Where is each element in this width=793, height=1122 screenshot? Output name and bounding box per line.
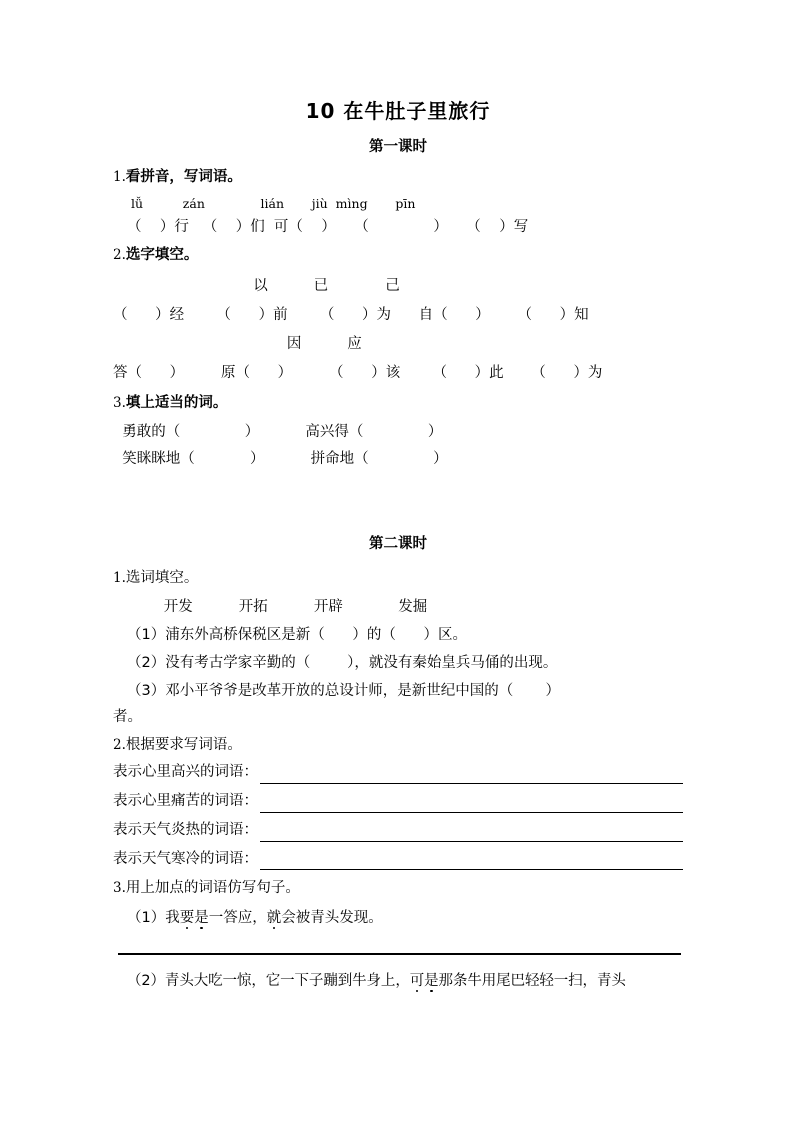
- lesson2-q2-input-3[interactable]: [260, 824, 683, 842]
- lesson2-q3-item-1-suffix: 会被青头发现。: [281, 910, 383, 927]
- lesson1-q2-char-row-2: 因 应: [113, 336, 363, 353]
- lesson-two-title: 第二课时: [369, 535, 427, 552]
- section-gap: [113, 472, 683, 534]
- page-title: 10 在牛肚子里旅行: [305, 99, 491, 123]
- lesson2-q1-item-2[interactable]: （2）没有考古学家辛勤的（ ），就没有秦始皇兵马俑的出现。: [127, 655, 558, 672]
- lesson2-q3-item-2-emphasis-2: 是: [424, 973, 439, 990]
- lesson1-q2-heading: [113, 245, 683, 267]
- lesson2-q3-heading-text: 用上加点的词语仿写句子。: [125, 880, 300, 897]
- lesson2-q1-item-1[interactable]: （1）浦东外高桥保税区是新（ ）的（ ）区。: [127, 626, 468, 643]
- lesson2-q1-number: 1.: [113, 569, 126, 586]
- lesson2-q2-number: 2.: [113, 736, 126, 753]
- lesson2-q2-fill-row-3: [113, 820, 683, 842]
- lesson2-q3-item-1-mid: 一答应，: [208, 910, 267, 927]
- lesson1-q3-heading: [113, 393, 683, 415]
- lesson2-q2-label-1: 表示心里高兴的词语：: [113, 764, 258, 781]
- lesson2-q2-fill-row-4: [113, 849, 683, 871]
- lesson2-q3-item-2-emphasis-1: 可: [409, 973, 425, 990]
- lesson1-q3-number: 3.: [113, 395, 126, 412]
- lesson2-q2-input-1[interactable]: [260, 766, 683, 784]
- lesson2-q2-label-4: 表示天气寒冷的词语：: [113, 850, 258, 867]
- lesson-one-title: 第一课时: [369, 139, 427, 155]
- lesson2-q3-item-1-emphasis-3: 就: [266, 910, 282, 927]
- worksheet-content: [113, 98, 683, 995]
- lesson2-q1-item-3-continuation: 者。: [113, 709, 142, 726]
- lesson1-q3-heading-text: 填上适当的词。: [125, 395, 228, 412]
- lesson2-q3-heading: [113, 878, 683, 900]
- lesson2-q1-heading-text: 选词填空。: [125, 569, 199, 586]
- lesson2-q3-number: 3.: [113, 880, 126, 897]
- lesson2-q3-item-1-prefix: （1）我: [127, 910, 180, 927]
- lesson2-q3-item-1-emphasis-1: 要: [179, 910, 195, 927]
- lesson2-q3-item-1: [113, 906, 683, 931]
- lesson1-q1-pinyin-row: lǚ zán lián jiù mìng pīn: [131, 196, 416, 212]
- lesson1-q2-blank-row-2[interactable]: 答（ ） 原（ ） （ ）该 （ ）此 （ ）为: [113, 365, 603, 382]
- lesson2-q2-fill-row-2: [113, 791, 683, 813]
- lesson2-q3-item-2-suffix: 那条牛用尾巴轻轻一扫，青头: [438, 973, 626, 990]
- lesson2-q1-item-3[interactable]: （3）邓小平爷爷是改革开放的总设计师，是新世纪中国的（ ）: [127, 683, 560, 700]
- lesson2-q2-heading: [113, 735, 683, 757]
- lesson2-q3-item-2-prefix: （2）青头大吃一惊，它一下子蹦到牛身上，: [127, 973, 410, 990]
- lesson1-q1-answer-row[interactable]: （ ）行 （ ）们 可（ ） （ ） （ ）写: [127, 218, 529, 235]
- lesson2-q2-heading-text: 根据要求写词语。: [125, 736, 242, 753]
- lesson2-q3-item-1-emphasis-2: 是: [194, 910, 209, 927]
- lesson1-q1-heading: [113, 167, 683, 189]
- lesson2-q1-heading: [113, 568, 683, 590]
- lesson2-q1-word-bank: 开发 开拓 开辟 发掘: [113, 598, 428, 615]
- lesson2-q2-label-2: 表示心里痛苦的词语：: [113, 793, 258, 810]
- lesson2-q2-fill-row-1: [113, 762, 683, 784]
- lesson2-q2-label-3: 表示天气炎热的词语：: [113, 821, 258, 838]
- lesson2-q3-answer-line-1[interactable]: [118, 953, 681, 955]
- lesson1-q3-row-1[interactable]: 勇敢的（ ） 高兴得（ ）: [113, 424, 443, 441]
- lesson1-q1-number: 1.: [113, 169, 126, 186]
- lesson1-q1-heading-text: 看拼音，写词语。: [125, 169, 242, 186]
- lesson1-q2-blank-row-1[interactable]: （ ）经 （ ）前 （ ）为 自（ ） （ ）知: [113, 306, 589, 323]
- lesson2-q2-input-2[interactable]: [260, 795, 683, 813]
- lesson1-q2-char-row-1: 以 已 己: [113, 277, 401, 294]
- lesson1-q2-heading-text: 选字填空。: [125, 246, 199, 263]
- lesson1-q3-row-2[interactable]: 笑眯眯地（ ） 拼命地（ ）: [113, 451, 448, 468]
- lesson2-q2-input-4[interactable]: [260, 852, 683, 870]
- lesson1-q2-number: 2.: [113, 246, 126, 263]
- lesson2-q3-item-2: [113, 969, 683, 994]
